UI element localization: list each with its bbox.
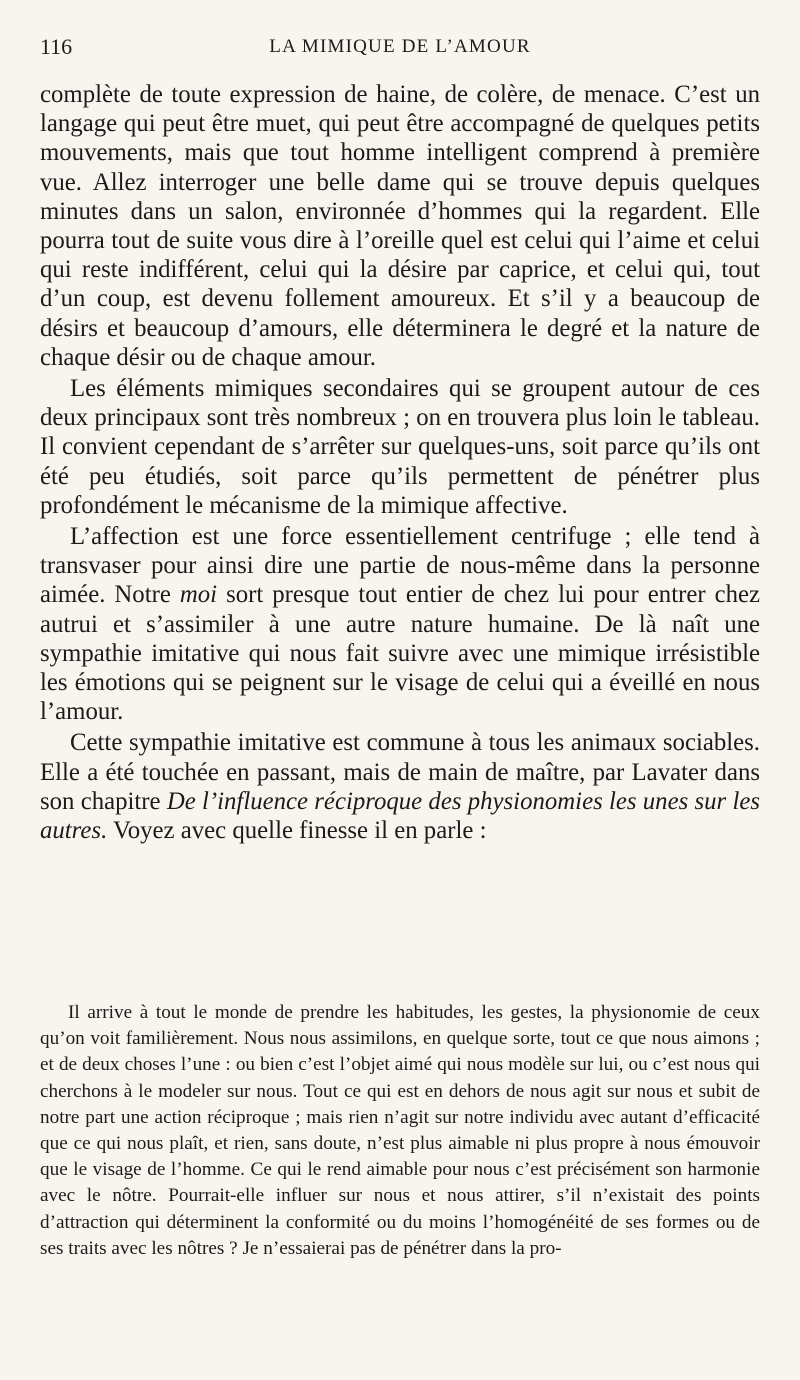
page-number: 116	[40, 34, 73, 59]
chapter-title-italic: De l’influence réciproque des physionomies les unes sur les autres.	[40, 787, 760, 845]
paragraph-text: Voyez avec quelle finesse il en parle :	[113, 817, 487, 845]
paragraph-secondary-elements: Les éléments mimiques secondaires qui se groupent autour de ces deux principaux sont très nombreux ; on en trouvera plus loin le tableau. Il convient cependant de s’arrêter sur quelques-uns, soit parce qu’ils ont été peu étudiés, soit parce qu’ils permettent de pénétrer plus profondément le mécanisme de la mimique affective.	[40, 375, 760, 519]
paragraph-lavater	[40, 728, 760, 845]
page-header	[40, 34, 760, 62]
paragraph-continued: complète de toute expression de haine, de colère, de menace. C’est un langage qui peut être muet, qui peut être accompagné de quelques petits mouvements, mais que tout homme intelligent comprend à première vue. Allez interroger une belle dame qui se trouve depuis quelques minutes dans un salon, environnée d’hommes qui la regardent. Elle pourra tout de suite vous dire à l’oreille quel est celui qui l’aime et celui qui reste indifférent, celui qui la désire par caprice, et celui qui, tout d’un coup, est devenu follement amoureux. Et s’il y a beaucoup de désirs et beaucoup d’amours, elle déterminera le degré et la nature de chaque désir ou de chaque amour.	[40, 81, 760, 371]
running-title: LA MIMIQUE DE L’AMOUR	[269, 36, 531, 57]
block-quote: Il arrive à tout le monde de prendre les habitudes, les gestes, la physionomie de ceux qu’on voit familièrement. Nous nous assimilons, en quelque sorte, tout ce que nous aimons ; et de deux choses l’une : ou bien c’est l’objet aimé qui nous modèle sur lui, ou c’est nous qui cherchons à le modeler sur nous. Tout ce qui est en dehors de nous agit sur nous et subit de notre part une action réciproque ; mais rien n’agit sur notre individu avec autant d’efficacité que ce qui nous plaît, et rien, sans doute, n’est plus aimable ni plus propre à nous émouvoir que le visage de l’homme. Ce qui le rend aimable pour nous c’est précisément son harmonie avec le nôtre. Pourrait-elle influer sur nous et nous attirer, s’il n’existait des points d’attraction qui déterminent la conformité ou du moins l’homogénéité de ses formes ou de ses traits avec les nôtres ? Je n’essaierai pas de pénétrer dans la pro-	[40, 1002, 760, 1259]
paragraph-affection	[40, 522, 760, 726]
body-text	[40, 80, 760, 845]
paragraph-text: Cette sympathie imitative est commune à tous les animaux sociables. Elle a été touchée en passant, mais de main de maître, par Lavater dans son chapitre	[40, 729, 760, 815]
emphasis-moi: moi	[179, 581, 218, 609]
paragraph-text: L’affection est une force essentiellement centrifuge ; elle tend à transvaser pour ainsi dire une partie de nous-même dans la personne aimée. Notre	[40, 523, 760, 609]
paragraph-text: sort presque tout entier de chez lui pour entrer chez autrui et s’assimiler à une autre nature humaine. De là naît une sympathie imitative qui nous fait suivre avec une mimique irrésistible les émotions qui se peignent sur le visage de celui qui a éveillé en nous l’amour.	[40, 581, 761, 726]
